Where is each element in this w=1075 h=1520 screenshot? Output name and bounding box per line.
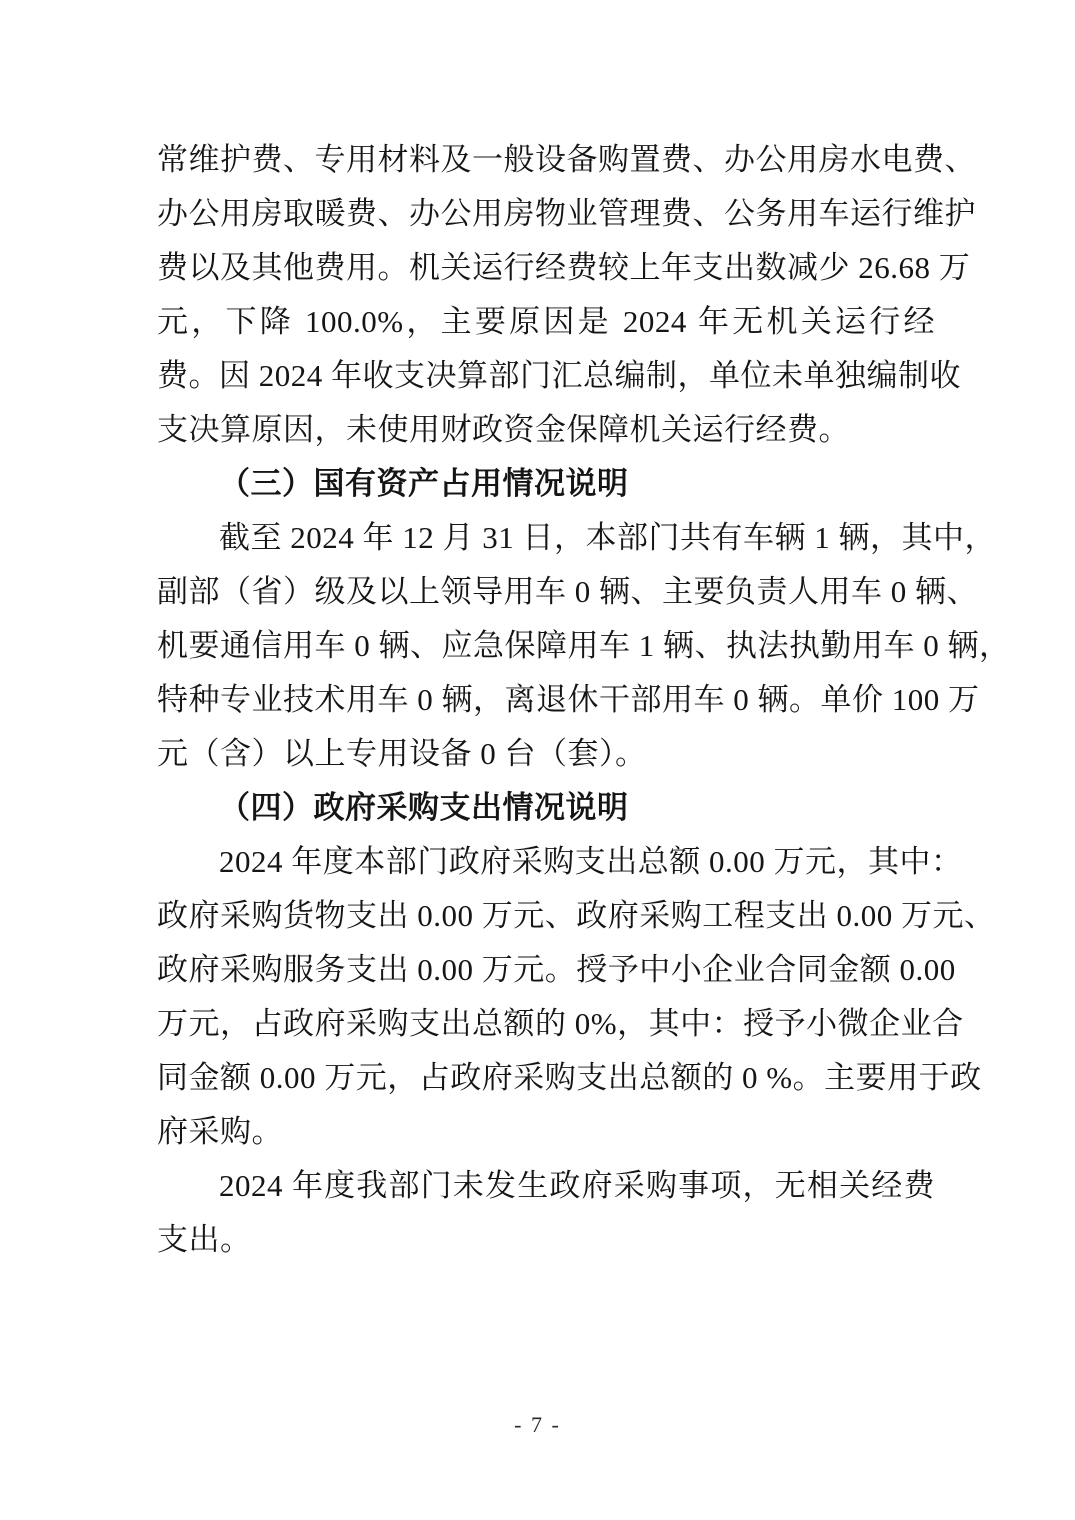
text-line: 支决算原因，未使用财政资金保障机关运行经费。 — [157, 412, 850, 447]
text-line: 费以及其他费用。机关运行经费较上年支出数减少 26.68 万 — [157, 250, 971, 285]
text-line: 机要通信用车 0 辆、应急保障用车 1 辆、执法执勤用车 0 辆， — [157, 628, 1011, 663]
text-line: 常维护费、专用材料及一般设备购置费、办公用房水电费、 — [157, 142, 976, 177]
text-line: 政府采购货物支出 0.00 万元、政府采购工程支出 0.00 万元、 — [157, 898, 996, 933]
section-heading — [157, 457, 935, 511]
document-body — [157, 133, 1011, 1257]
paragraph — [157, 349, 961, 457]
text-line: 元，下降 100.0%，主要原因是 2024 年无机关运行经费。 — [157, 304, 935, 393]
heading-line: （三）国有资产占用情况说明 — [219, 466, 629, 501]
text-line: 万元，占政府采购支出总额的 0%，其中：授予小微企业合 — [157, 1006, 964, 1041]
section-heading — [157, 781, 935, 835]
text-line: 府采购。 — [157, 1114, 283, 1149]
text-line: 元（含）以上专用设备 0 台（套）。 — [157, 736, 647, 771]
paragraph — [157, 511, 1011, 781]
text-line: 截至 2024 年 12 月 31 日，本部门共有车辆 1 辆，其中， — [219, 520, 996, 555]
text-line: 同金额 0.00 万元，占政府采购支出总额的 0 %。主要用于政 — [157, 1060, 982, 1095]
text-line: 因 2024 年收支决算部门汇总编制，单位未单独编制收 — [219, 358, 961, 393]
text-line: 副部（省）级及以上领导用车 0 辆、主要负责人用车 0 辆、 — [157, 574, 978, 609]
text-line: 办公用房取暖费、办公用房物业管理费、公务用车运行维护 — [157, 196, 976, 231]
page-number: - 7 - — [514, 1412, 561, 1437]
text-line: 政府采购服务支出 0.00 万元。授予中小企业合同金额 0.00 — [157, 952, 956, 987]
heading-line: （四）政府采购支出情况说明 — [219, 790, 629, 825]
text-line: 特种专业技术用车 0 辆，离退休干部用车 0 辆。单价 100 万 — [157, 682, 980, 717]
paragraph — [157, 1159, 935, 1257]
paragraph — [157, 835, 996, 1159]
text-line: 2024 年度本部门政府采购支出总额 0.00 万元，其中： — [219, 844, 963, 879]
text-line: 2024 年度我部门未发生政府采购事项，无相关经费支出。 — [157, 1168, 935, 1257]
